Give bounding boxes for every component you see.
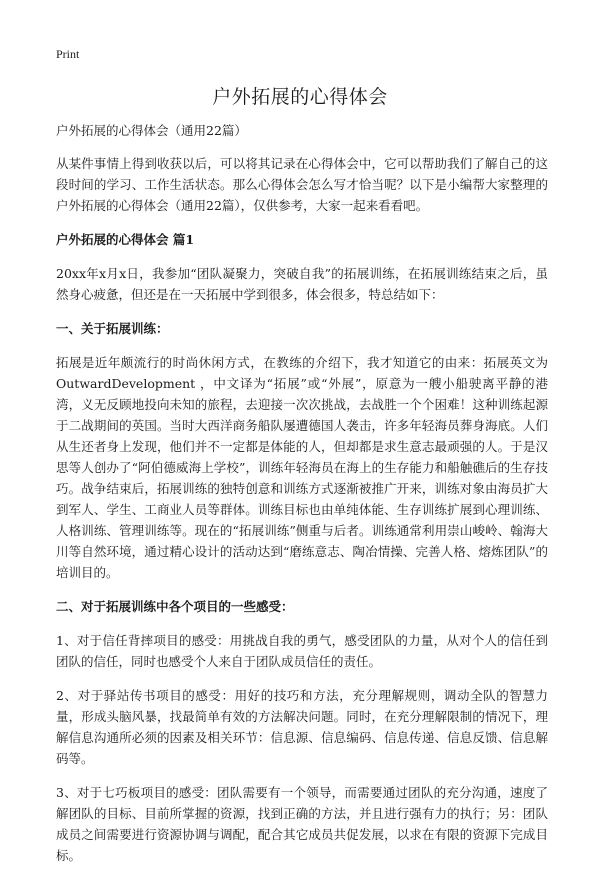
paragraph-relay-letter: 2、对于驿站传书项目的感受：用好的技巧和方法，充分理解规则，调动全队的智慧力量，形成头脑风暴，找最简单有效的方法解决问题。同时，在充分理解限制的情况下，理解信息沟通所必须的因素及相关环节：信息源、信息编码、信息传递、信息反馈、信息解码等。: [56, 688, 548, 766]
paragraph-date: 20xx年x月x日，我参加“团队凝聚力，突破自我”的拓展训练，在拓展训练结束之后，虽然身心疲惫，但还是在一天拓展中学到很多，体会很多，特总结如下：: [56, 266, 548, 302]
section-heading: 户外拓展的心得体会 篇1: [56, 232, 195, 247]
heading-about-training: 一、关于拓展训练：: [56, 321, 169, 336]
intro-paragraph: 从某件事情上得到收获以后，可以将其记录在心得体会中，它可以帮助我们了解自己的这段时间的学习、工作生活状态。那么心得体会怎么写才恰当呢？以下是小编帮大家整理的户外拓展的心得体会（通用22篇），仅供参考，大家一起来看看吧。: [56, 156, 548, 213]
article-subtitle: 户外拓展的心得体会（通用22篇）: [56, 123, 247, 138]
print-link[interactable]: Print: [56, 47, 80, 61]
article-body: [56, 120, 548, 879]
paragraph-origin: 拓展是近年颇流行的时尚休闲方式，在教练的介绍下，我才知道它的由来：拓展英文为OutwardDevelopment ，中文译为“拓展”或“外展”，原意为一艘小船驶离平静的港湾，义无反顾地投向未知的旅程，去迎接一次次挑战，去战胜一个个困难！这种训练起源于二战期间的英国。当时大西洋商务船队屡遭德国人袭击，许多年轻海员葬身海底。人们从生还者身上发现，他们并不一定都是体能的人，但却都是求生意志最顽强的人。于是汉思等人创办了“阿伯德威海上学校”，训练年轻海员在海上的生存能力和船触礁后的生存技巧。战争结束后，拓展训练的独特创意和训练方式逐渐被推广开来，训练对象由海员扩大到军人、学生、工商业人员等群体。训练目标也由单纯体能、生存训练扩展到心理训练、人格训练、管理训练等。现在的“拓展训练”侧重与后者。训练通常利用崇山峻岭、翰海大川等自然环境，通过精心设计的活动达到“磨练意志、陶冶情操、完善人格、熔炼团队”的培训目的。: [56, 355, 548, 580]
page-title: 户外拓展的心得体会: [212, 86, 388, 108]
paragraph-tangram: 3、对于七巧板项目的感受：团队需要有一个领导，而需要通过团队的充分沟通，速度了解团队的目标、目前所掌握的资源，找到正确的方法，并且进行强有力的执行；另：团队成员之间需要进行资源协调与调配，配合其它成员共促发展，以求在有限的资源下完成目标。: [56, 785, 548, 863]
heading-project-feelings: 二、对于拓展训练中各个项目的一些感受：: [56, 599, 294, 614]
paragraph-trust-fall: 1、对于信任背摔项目的感受：用挑战自我的勇气，感受团队的力量，从对个人的信任到团队的信任，同时也感受个人来自于团队成员信任的责任。: [56, 633, 548, 669]
